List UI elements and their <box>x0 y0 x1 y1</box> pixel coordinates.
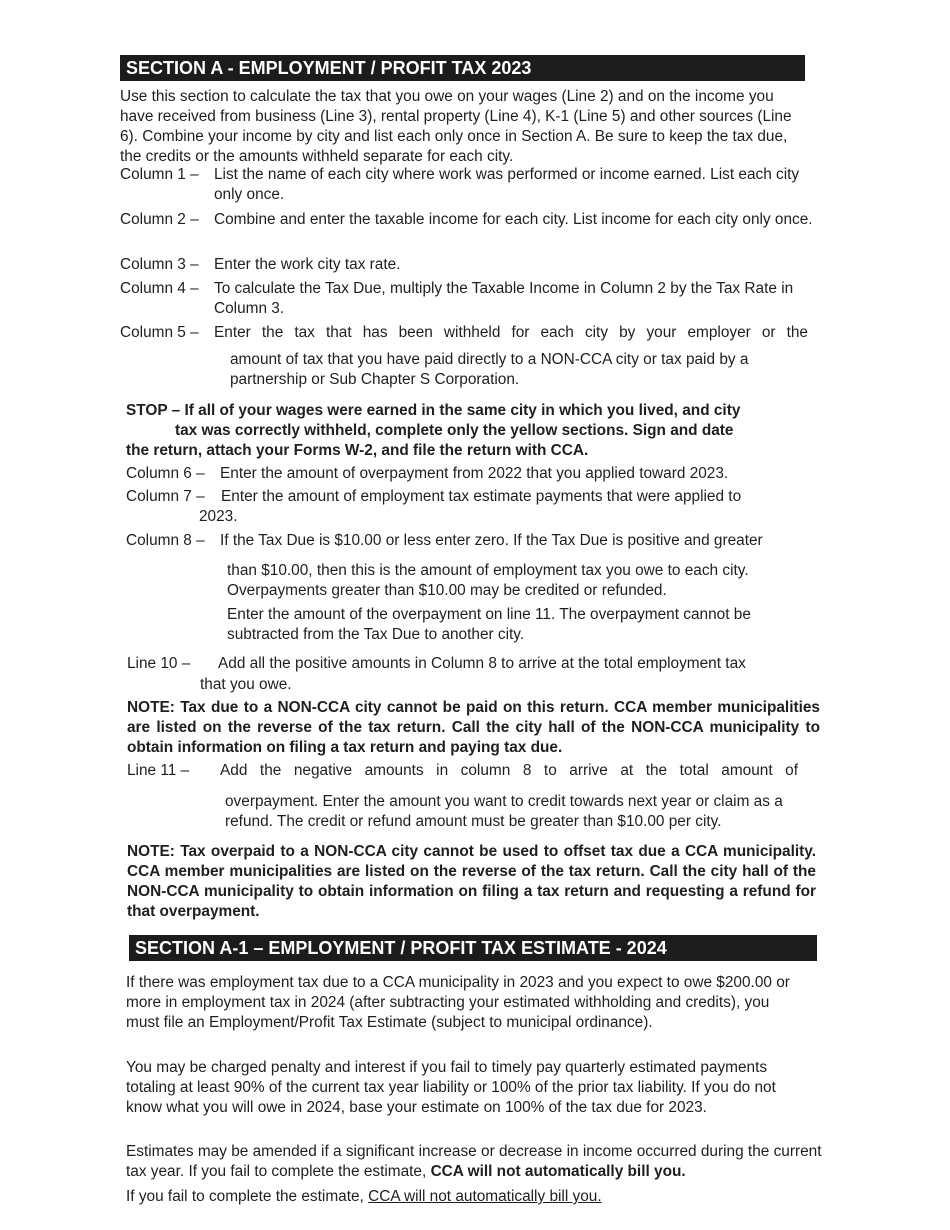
section-a1-header: SECTION A-1 – EMPLOYMENT / PROFIT TAX ESTIMATE - 2024 <box>129 935 817 961</box>
paragraph-3-bold-text: CCA will not automatically bill you. <box>430 1163 686 1180</box>
note-2: NOTE: Tax overpaid to a NON-CCA city cannot be used to offset tax due a CCA municipality. CCA member municipalities are listed on the reverse of the tax return. Call the city hall of the NON-CCA municipality to obtain information on filing a tax return and requesting a refund for that overpayment. <box>127 843 816 920</box>
column-7-text-first: Enter the amount of employment tax estimate payments that were applied to <box>221 488 742 505</box>
paragraph-3-text: Estimates may be amended if a significant increase or decrease in income occurred during the current tax year. If you fail to complete the estimate, <box>126 1143 822 1180</box>
column-1-text: List the name of each city where work was performed or income earned. List each city only once. <box>214 166 800 203</box>
column-5-text-rest: amount of tax that you have paid directly to a NON-CCA city or tax paid by a partnership or Sub Chapter S Corporation. <box>230 351 749 388</box>
section-a1-paragraph-3 <box>126 1142 822 1182</box>
note-1: NOTE: Tax due to a NON-CCA city cannot be paid on this return. CCA member municipalities are listed on the reverse of the tax return. Call the city hall of the NON-CCA municipality to obtain information on filing a tax return and paying tax due. <box>127 699 820 756</box>
line-10-text-rest: that you owe. <box>200 676 292 693</box>
column-8-text-first: If the Tax Due is $10.00 or less enter zero. If the Tax Due is positive and greater <box>220 532 763 549</box>
column-8-text-rest: than $10.00, then this is the amount of employment tax you owe to each city. Overpayments greater than $10.00 may be credited or refunded. <box>227 562 749 599</box>
column-7-label: Column 7 – <box>126 488 205 505</box>
column-5-text-first: Enter the tax that has been withheld for each city by your employer or the <box>214 324 808 341</box>
column-4-label: Column 4 – <box>120 280 199 297</box>
column-6-text: Enter the amount of overpayment from 2022 that you applied toward 2023. <box>220 465 729 482</box>
section-a1-paragraph-2: You may be charged penalty and interest if you fail to timely pay quarterly estimated payments totaling at least 90% of the current tax year liability or 100% of the prior tax liability. If you do not know what you will owe in 2024, base your estimate on 100% of the tax due for 2023. <box>126 1059 776 1116</box>
section-a-intro: Use this section to calculate the tax that you owe on your wages (Line 2) and on the income you have received from business (Line 3), rental property (Line 4), K-1 (Line 5) and other sources (Line 6). Combine your income by city and list each only once in Section A. Be sure to keep the tax due, the credits or the amounts withheld separate for each city. <box>120 88 792 165</box>
stop-line-1: STOP – If all of your wages were earned in the same city in which you lived, and city <box>126 402 741 419</box>
line-11-text-rest: overpayment. Enter the amount you want to credit towards next year or claim as a refund. The credit or refund amount must be greater than $10.00 per city. <box>225 793 783 830</box>
stop-line-3: the return, attach your Forms W-2, and file the return with CCA. <box>126 442 589 459</box>
column-1-label: Column 1 – <box>120 166 199 183</box>
line-10-text-first: Add all the positive amounts in Column 8 to arrive at the total employment tax <box>218 655 746 672</box>
line-11-label: Line 11 – <box>127 762 190 779</box>
column-8-label: Column 8 – <box>126 532 205 549</box>
column-2-label: Column 2 – <box>120 211 199 228</box>
line-11-text-first: Add the negative amounts in column 8 to arrive at the total amount of <box>220 762 798 779</box>
column-3-text: Enter the work city tax rate. <box>214 256 401 273</box>
column-3-label: Column 3 – <box>120 256 199 273</box>
column-5-label: Column 5 – <box>120 324 199 341</box>
line-10-label: Line 10 – <box>127 655 191 672</box>
stop-line-2: tax was correctly withheld, complete only the yellow sections. Sign and date <box>175 422 734 439</box>
column-7-text-rest: 2023. <box>199 508 238 525</box>
column-6-label: Column 6 – <box>126 465 205 482</box>
column-4-text: To calculate the Tax Due, multiply the Taxable Income in Column 2 by the Tax Rate in Column 3. <box>214 280 794 317</box>
section-a-header: SECTION A - EMPLOYMENT / PROFIT TAX 2023 <box>120 55 805 81</box>
paragraph-4-text: If you fail to complete the estimate, <box>126 1188 364 1205</box>
column-8-text-extra: Enter the amount of the overpayment on line 11. The overpayment cannot be subtracted from the Tax Due to another city. <box>227 606 751 643</box>
column-2-text: Combine and enter the taxable income for each city. List income for each city only once. <box>214 211 813 228</box>
section-a1-paragraph-4 <box>126 1187 602 1207</box>
section-a1-paragraph-1: If there was employment tax due to a CCA municipality in 2023 and you expect to owe $200.00 or more in employment tax in 2024 (after subtracting your estimated withholding and credits), you must file an Employment/Profit Tax Estimate (subject to municipal ordinance). <box>126 974 790 1031</box>
paragraph-4-underlined-text: CCA will not automatically bill you. <box>368 1188 602 1205</box>
